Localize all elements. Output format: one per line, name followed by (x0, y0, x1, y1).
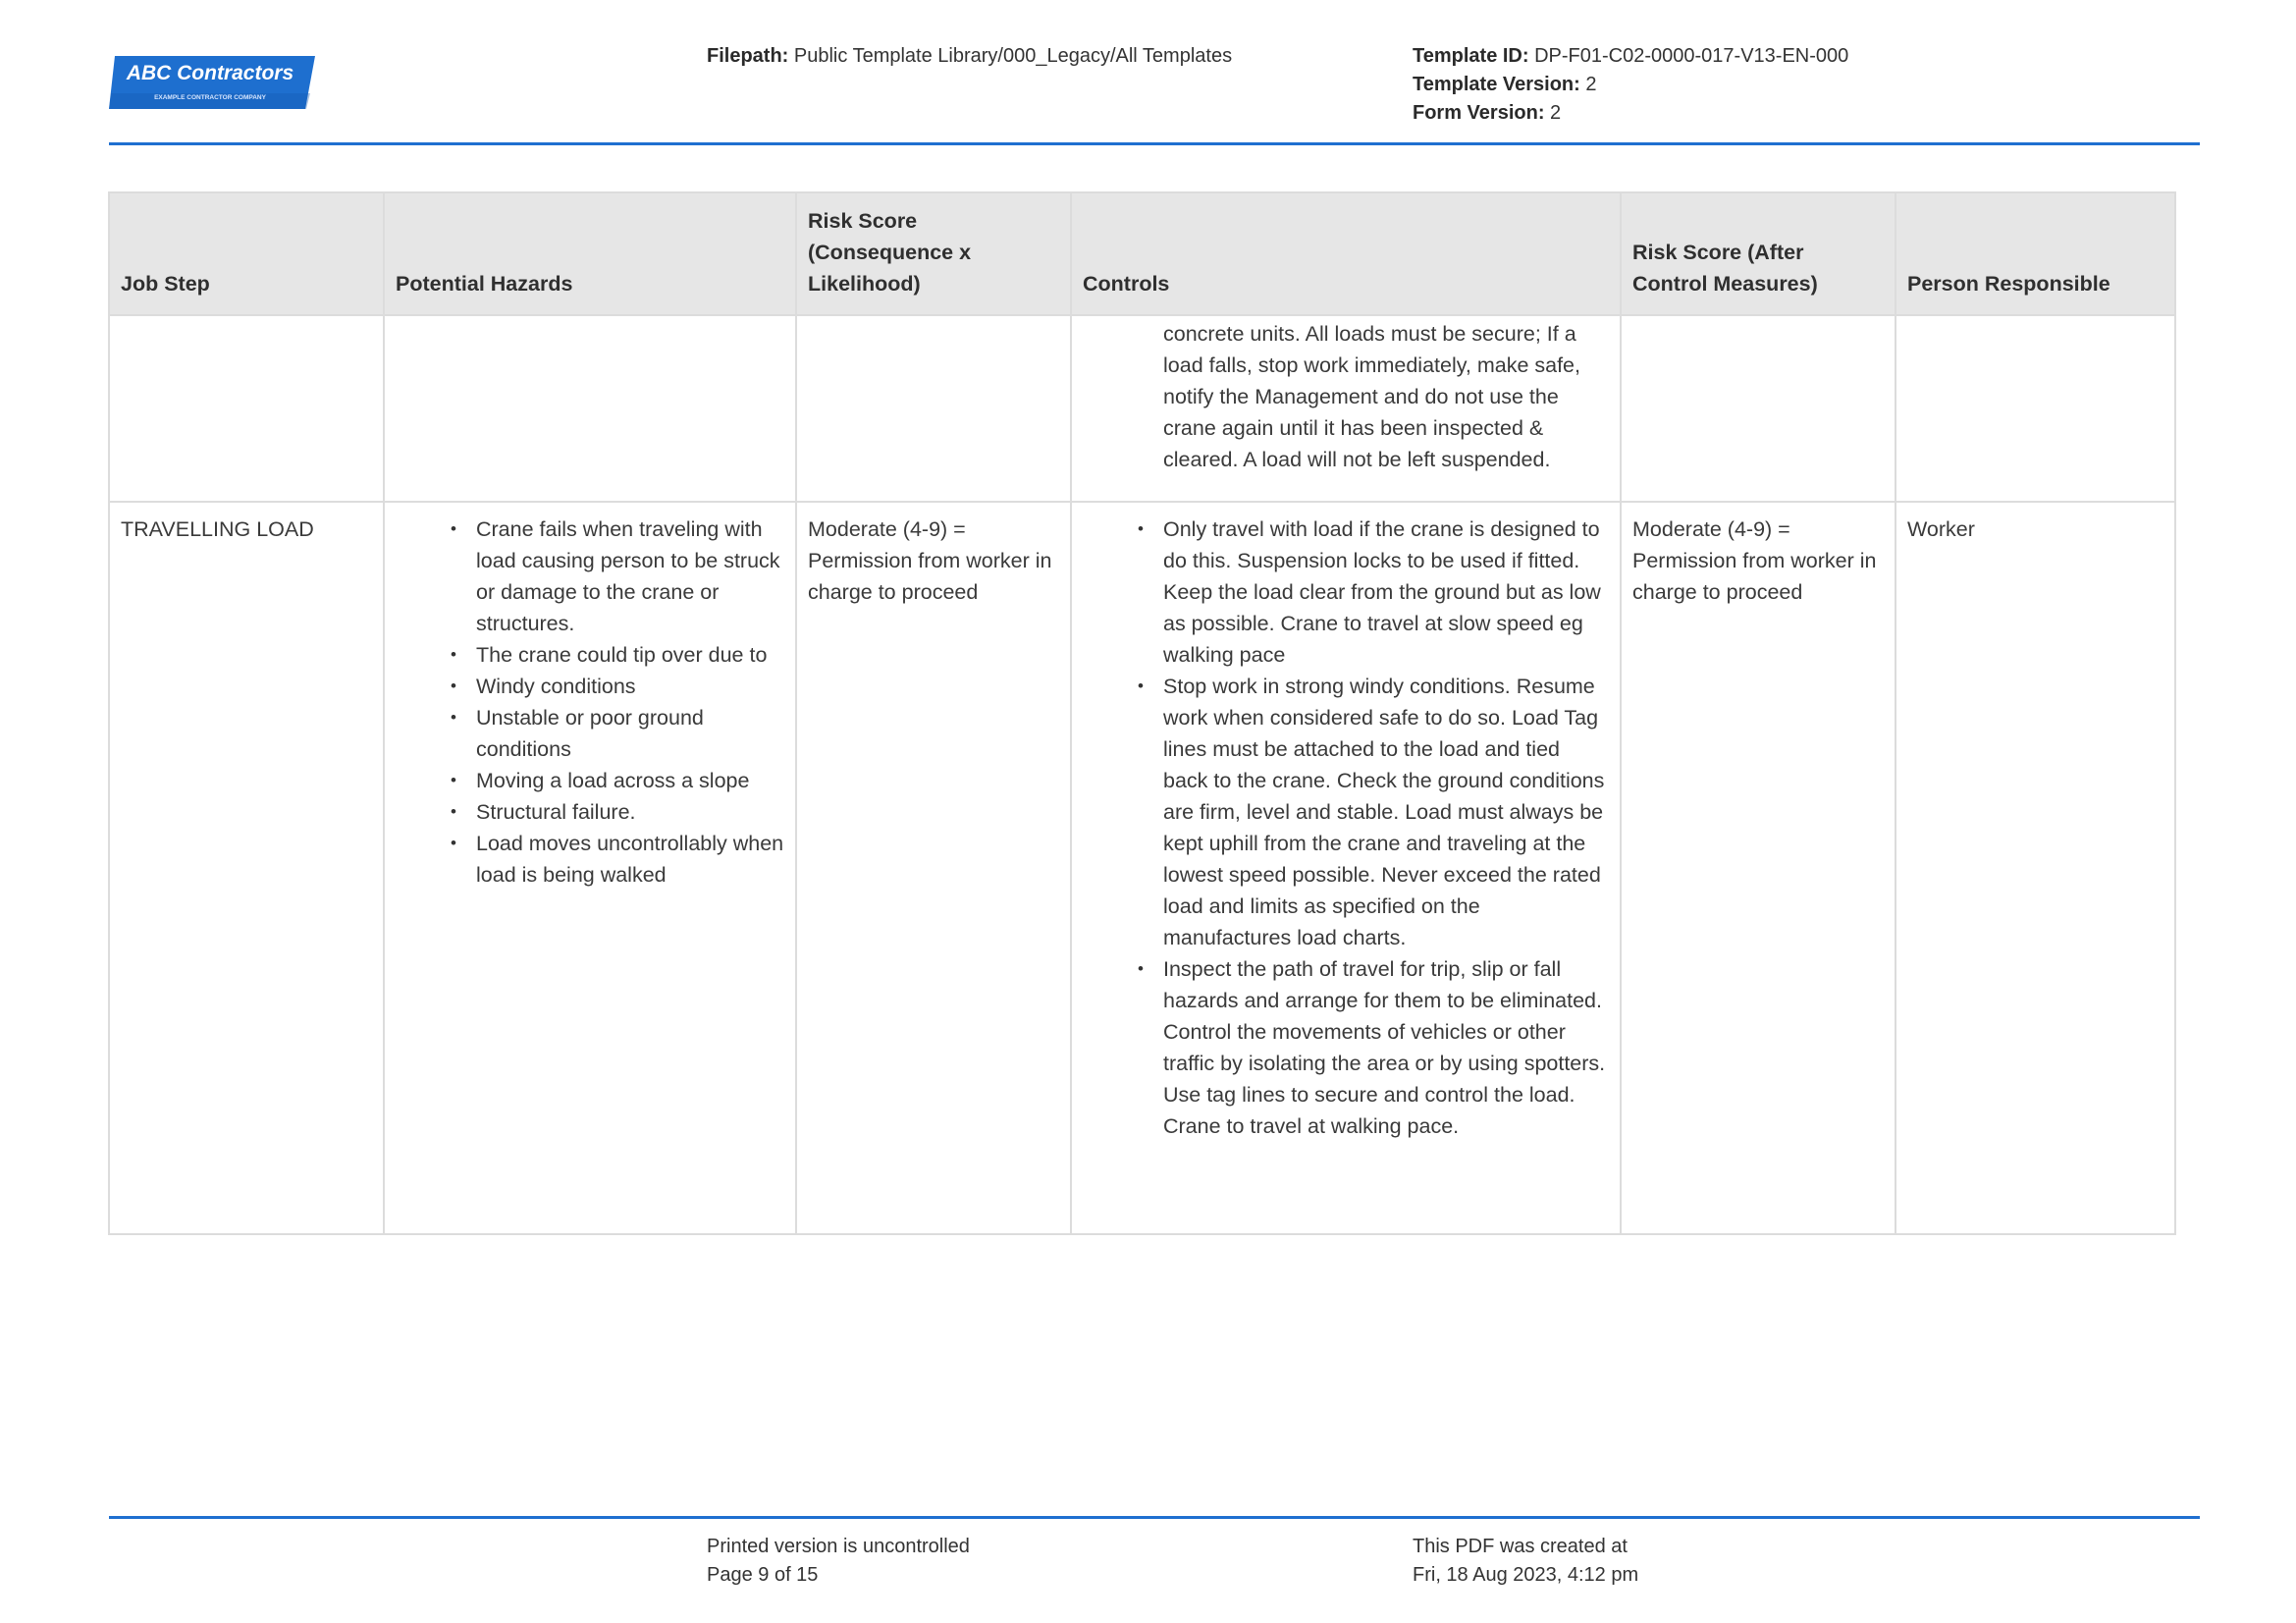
cell-risk-empty (796, 315, 1071, 502)
cell-job-step-empty (109, 315, 384, 502)
form-version-label: Form Version: (1413, 102, 1545, 124)
hazard-item: • Crane fails when traveling with load causing person to be struck or damage to the crane or structures. (476, 514, 784, 639)
footer-left (707, 1533, 970, 1590)
uncontrolled-notice: Printed version is uncontrolled (707, 1536, 970, 1557)
control-item: • Inspect the path of travel for trip, slip or fall hazards and arrange for them to be eliminated. Control the movements of vehicles or other traffic by isolating the area or by using spotters. Use tag lines to secure and control the load. Crane to travel at walking pace. (1163, 953, 1609, 1142)
hazard-item: • The crane could tip over due to (476, 639, 784, 671)
cell-controls (1071, 502, 1621, 1234)
cell-person-empty (1896, 315, 2175, 502)
hazard-item: • Moving a load across a slope (476, 765, 784, 796)
control-item: • Stop work in strong windy conditions. Resume work when considered safe to do so. Load Tag lines must be attached to the load and tied back to the crane. Check the ground conditions are firm, level and stable. Load must always be kept uphill from the crane and traveling at the lowest speed possible. Never exceed the rated load and limits as specified on the manufactures load charts. (1163, 671, 1609, 953)
logo-tagline: EXAMPLE CONTRACTOR COMPANY (154, 94, 266, 101)
cell-controls-continuation (1071, 315, 1621, 502)
cell-job-step: TRAVELLING LOAD (109, 502, 384, 1234)
hazard-item: • Windy conditions (476, 671, 784, 702)
page-header (109, 0, 2200, 145)
table-row (109, 502, 2175, 1234)
column-header-person-responsible: Person Responsible (1896, 192, 2175, 315)
created-timestamp: Fri, 18 Aug 2023, 4:12 pm (1413, 1564, 1639, 1586)
column-header-controls: Controls (1071, 192, 1621, 315)
template-version-label: Template Version: (1413, 74, 1580, 95)
created-label: This PDF was created at (1413, 1536, 1628, 1557)
cell-hazards (384, 502, 796, 1234)
table-header-row (109, 192, 2175, 315)
cell-risk-score: Moderate (4-9) = Permission from worker in charge to proceed (796, 502, 1071, 1234)
table-row-continuation (109, 315, 2175, 502)
controls-list (1163, 514, 1609, 1142)
template-version-value: 2 (1585, 74, 1597, 95)
column-header-job-step: Job Step (109, 192, 384, 315)
filepath-value: Public Template Library/000_Legacy/All Templates (793, 45, 1233, 67)
page-number: Page 9 of 15 (707, 1564, 819, 1586)
filepath (707, 42, 1232, 71)
page-footer (109, 1516, 2200, 1519)
controls-continuation-text: concrete units. All loads must be secure; If a load falls, stop work immediately, make safe, notify the Management and do not use the crane again until it has been inspected & cleared. A load will not be left suspended. (1163, 322, 1580, 471)
column-header-potential-hazards: Potential Hazards (384, 192, 796, 315)
column-header-risk-score: Risk Score (Consequence x Likelihood) (796, 192, 1071, 315)
template-meta (1413, 42, 1848, 128)
cell-person-responsible: Worker (1896, 502, 2175, 1234)
form-version-value: 2 (1550, 102, 1562, 124)
cell-hazards-empty (384, 315, 796, 502)
template-id-value: DP-F01-C02-0000-017-V13-EN-000 (1534, 45, 1849, 67)
hazard-item: • Structural failure. (476, 796, 784, 828)
template-id-label: Template ID: (1413, 45, 1529, 67)
company-logo (109, 54, 315, 111)
hazard-item: • Unstable or poor ground conditions (476, 702, 784, 765)
column-header-risk-after: Risk Score (After Control Measures) (1621, 192, 1896, 315)
cell-risk-after: Moderate (4-9) = Permission from worker in charge to proceed (1621, 502, 1896, 1234)
risk-assessment-table (108, 191, 2176, 1235)
footer-right (1413, 1533, 1638, 1590)
hazard-item: • Load moves uncontrollably when load is being walked (476, 828, 784, 891)
control-item: • Only travel with load if the crane is designed to do this. Suspension locks to be used if fitted. Keep the load clear from the ground but as low as possible. Crane to travel at slow speed eg walking pace (1163, 514, 1609, 671)
filepath-label: Filepath: (707, 45, 789, 67)
hazards-list (476, 514, 784, 891)
cell-risk-after-empty (1621, 315, 1896, 502)
logo-name: ABC Contractors (126, 62, 294, 84)
